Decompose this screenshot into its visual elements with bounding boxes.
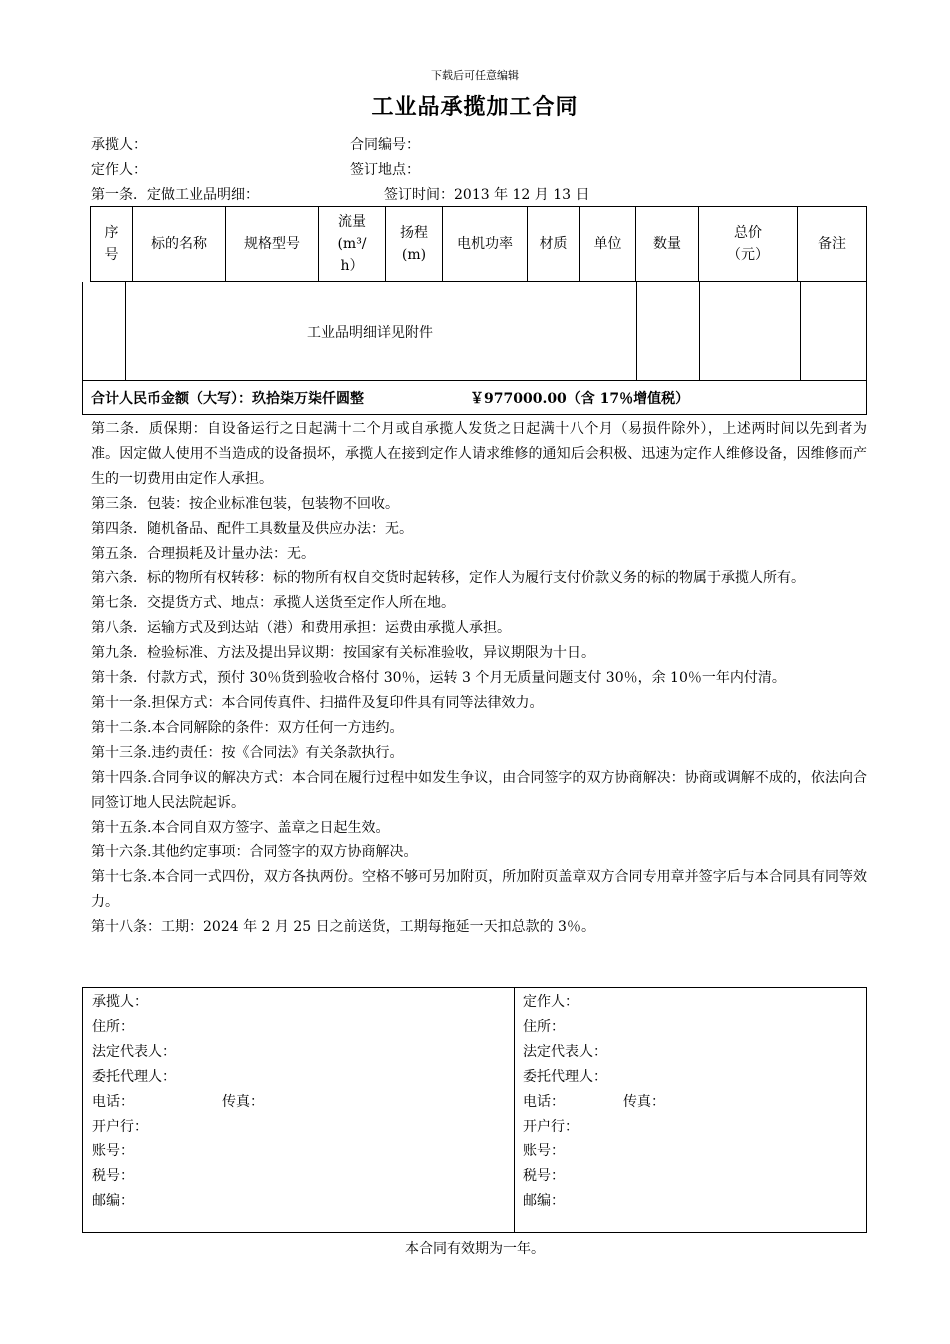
article-16: 第十六条.其他约定事项：合同签字的双方协商解决。 (91, 844, 418, 861)
header-unit: 单位 (580, 207, 636, 282)
article-7: 第七条．交提货方式、地点：承揽人送货至定作人所在地。 (91, 595, 455, 612)
download-note: 下载后可任意编辑 (431, 69, 519, 82)
total-amount-words: 合计人民币金额（大写）：玖拾柒万柒仟圆整 (91, 391, 364, 407)
tax-number-label: 税号： (523, 1168, 565, 1185)
article-17: 第十七条.本合同一式四份，双方各执两份。空格不够可另加附页，所加附页盖章双方合同专用章并签字后与本合同具有同等效力。 (91, 869, 867, 911)
header-seq: 序 号 (91, 207, 133, 282)
contract-number-label: 合同编号： (350, 137, 420, 153)
article-18: 第十八条：工期：2024 年 2 月 25 日之前送货，工期每拖延一天扣总款的 3％。 (91, 919, 595, 936)
article-8: 第八条．运输方式及到达站（港）和费用承担：运费由承揽人承担。 (91, 620, 511, 637)
legal-rep-label: 法定代表人： (523, 1043, 607, 1060)
sign-place-label: 签订地点： (350, 162, 420, 178)
bank-label: 开户行： (523, 1118, 579, 1135)
product-detail-body (82, 282, 867, 381)
client-label: 定作人： (91, 162, 147, 178)
legal-rep-label: 法定代表人： (92, 1043, 176, 1060)
postcode-label: 邮编： (523, 1193, 565, 1210)
article-1-heading: 第一条．定做工业品明细： (91, 187, 259, 203)
body-divider (800, 282, 801, 381)
article-3: 第三条．包装：按企业标准包装，包装物不回收。 (91, 495, 399, 512)
tax-number-label: 税号： (92, 1168, 134, 1185)
article-11: 第十一条.担保方式：本合同传真件、扫描件及复印件具有同等法律效力。 (91, 694, 544, 711)
header-flow: 流量 (m³/ h） (319, 207, 386, 282)
postcode-label: 邮编： (92, 1193, 134, 1210)
article-13: 第十三条.违约责任：按《合同法》有关条款执行。 (91, 744, 404, 761)
article-2: 第二条．质保期：自设备运行之日起满十二个月或自承揽人发货之日起满十八个月（易损件除外），上述两时间以先到者为准。因定做人使用不当造成的设备损坏，承揽人在接到定作人请求维修的通知后会积极、迅速为定作人维修设备，因维修而产生的一切费用由定作人承担。 (91, 421, 867, 487)
article-12: 第十二条.本合同解除的条件：双方任何一方违约。 (91, 719, 404, 736)
sign-time: 签订时间：2013 年 12 月 13 日 (384, 187, 590, 203)
party-label: 定作人： (523, 994, 579, 1010)
header-remarks: 备注 (798, 207, 867, 282)
header-quantity: 数量 (636, 207, 699, 282)
attachment-note: 工业品明细详见附件 (307, 325, 433, 341)
contractor-label: 承揽人： (91, 137, 147, 153)
article-15: 第十五条.本合同自双方签字、盖章之日起生效。 (91, 819, 390, 836)
header-item-name: 标的名称 (133, 207, 226, 282)
contract-articles (91, 417, 867, 940)
agent-label: 委托代理人： (523, 1068, 607, 1085)
party-label: 承揽人： (92, 994, 148, 1010)
article-10: 第十条．付款方式，预付 30％货到验收合格付 30％，运转 3 个月无质量问题支付 30％，余 10％一年内付清。 (91, 670, 786, 687)
article-14: 第十四条.合同争议的解决方式：本合同在履行过程中如发生争议，由合同签字的双方协商解决：协商或调解不成的，依法向合同签订地人民法院起诉。 (91, 769, 867, 811)
header-head: 扬程 (m) (386, 207, 443, 282)
fax-label: 传真： (222, 1093, 264, 1110)
total-amount-figure: ￥977000.00（含 17％增值税） (470, 391, 690, 407)
header-motor-power: 电机功率 (443, 207, 528, 282)
body-divider (125, 282, 126, 381)
article-9: 第九条．检验标准、方法及提出异议期：按国家有关标准验收，异议期限为十日。 (91, 645, 595, 662)
body-divider (636, 282, 637, 381)
validity-note: 本合同有效期为一年。 (405, 1241, 545, 1257)
header-total-price: 总价 （元） (699, 207, 798, 282)
product-detail-header (90, 206, 867, 282)
signature-divider (514, 988, 515, 1232)
agent-label: 委托代理人： (92, 1068, 176, 1085)
phone-label: 电话： (523, 1093, 565, 1110)
address-label: 住所： (523, 1018, 565, 1035)
account-label: 账号： (92, 1143, 134, 1160)
signature-block (82, 987, 867, 1233)
client-signature (523, 990, 665, 1214)
fax-label: 传真： (623, 1093, 665, 1110)
account-label: 账号： (523, 1143, 565, 1160)
body-divider (699, 282, 700, 381)
article-6: 第六条．标的物所有权转移：标的物所有权自交货时起转移，定作人为履行支付价款义务的标的物属于承揽人所有。 (91, 570, 805, 587)
header-spec-model: 规格型号 (226, 207, 319, 282)
contractor-signature (92, 990, 264, 1214)
phone-label: 电话： (92, 1093, 134, 1110)
article-4: 第四条．随机备品、配件工具数量及供应办法：无。 (91, 520, 413, 537)
bank-label: 开户行： (92, 1118, 148, 1135)
address-label: 住所： (92, 1018, 134, 1035)
document-title: 工业品承揽加工合同 (371, 94, 579, 120)
header-material: 材质 (528, 207, 580, 282)
article-5: 第五条．合理损耗及计量办法：无。 (91, 545, 315, 562)
